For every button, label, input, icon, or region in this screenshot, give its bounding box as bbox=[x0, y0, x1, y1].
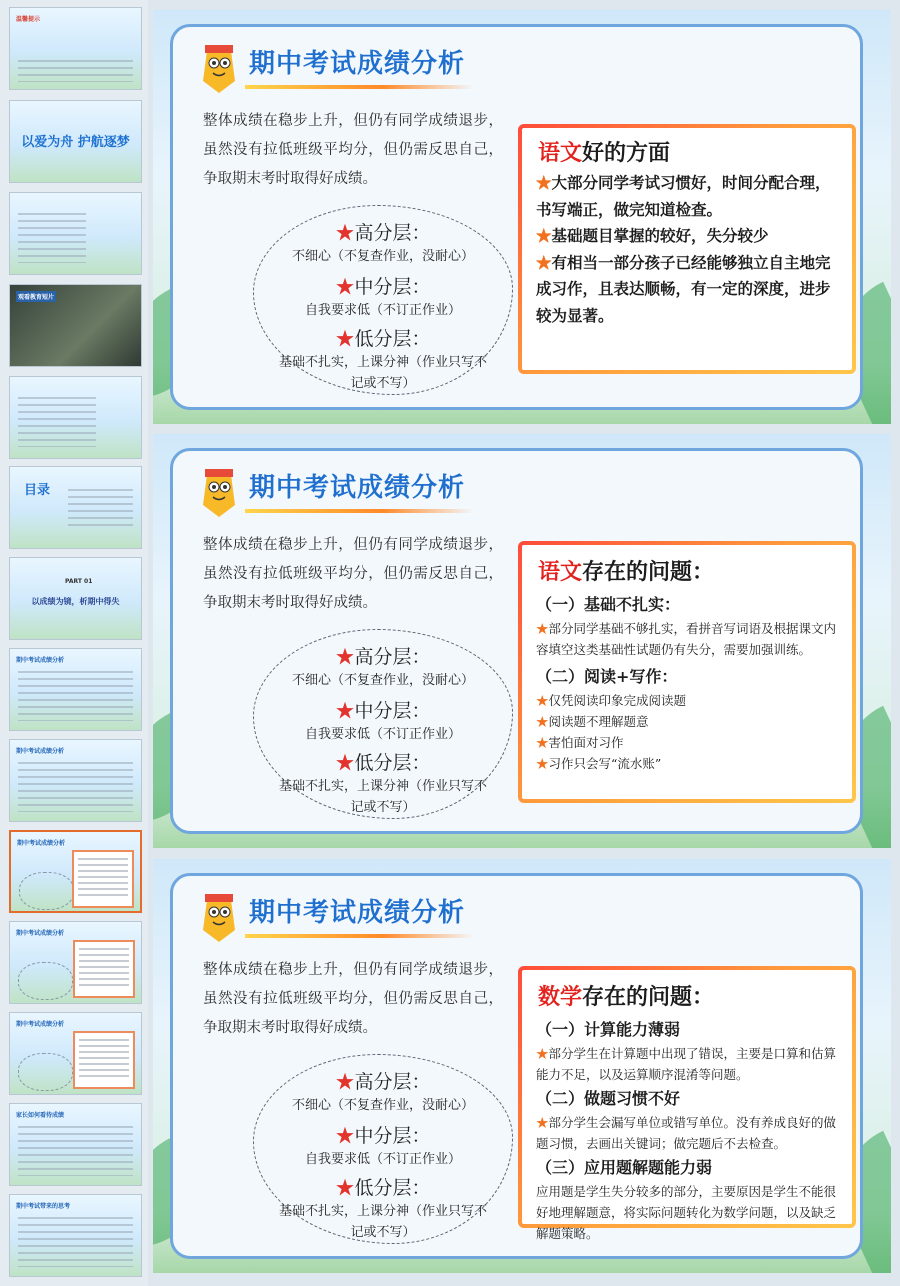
list-item: ★部分同学基础不够扎实，看拼音写词语及根据课文内容填空这类基础性试题仍有失分，需要加强训练。 bbox=[536, 621, 837, 657]
tier-heading: ★中分层： bbox=[335, 700, 431, 722]
slide-thumbnail-13[interactable] bbox=[9, 1103, 142, 1186]
star-icon: ★ bbox=[335, 328, 355, 350]
tier-heading: ★中分层： bbox=[335, 276, 431, 298]
slide-thumbnail-10-selected[interactable] bbox=[9, 830, 142, 913]
section-heading: （一）计算能力薄弱 bbox=[536, 1020, 681, 1039]
tier-description: 基础不扎实，上课分神（作业只写不记或不写） bbox=[278, 355, 487, 391]
summary-text: 整体成绩在稳步上升，但仍有同学成绩退步，虽然没有拉低班级平均分，但仍需反思自己，争取期末考时取得好成绩。 bbox=[203, 113, 503, 187]
tier-heading: ★低分层： bbox=[335, 752, 431, 774]
thumbnail-title: 期中考试带来的思考 bbox=[16, 1203, 71, 1210]
analysis-card bbox=[518, 541, 856, 803]
slide-thumbnail-1[interactable] bbox=[9, 7, 142, 90]
slide-thumbnail-3[interactable] bbox=[9, 192, 142, 275]
list-item: ★大部分同学考试习惯好，时间分配合理，书写端正，做完知道检查。 bbox=[536, 173, 831, 219]
tier-heading: ★高分层： bbox=[335, 1071, 431, 1093]
title-underline bbox=[245, 85, 475, 89]
card-heading: 语文存在的问题： bbox=[538, 560, 715, 585]
pencil-mascot-icon bbox=[199, 890, 239, 942]
card-body bbox=[536, 591, 838, 774]
slide-thumbnail-12[interactable] bbox=[9, 1012, 142, 1095]
slide-2 bbox=[153, 434, 891, 848]
slide-title: 期中考试成绩分析 bbox=[249, 898, 466, 928]
thumbnail-title: 期中考试成绩分析 bbox=[16, 1021, 65, 1028]
score-tier-bubble bbox=[253, 1054, 513, 1244]
tier-description: 不细心（不复查作业，没耐心） bbox=[291, 673, 474, 688]
tier-description: 自我要求低（不订正作业） bbox=[304, 727, 461, 742]
thumbnail-title: 观看教育短片 bbox=[16, 291, 56, 302]
title-underline bbox=[245, 509, 475, 513]
slide-thumbnail-8[interactable] bbox=[9, 648, 142, 731]
list-item: ★习作只会写“流水账” bbox=[536, 756, 662, 771]
star-icon: ★ bbox=[335, 752, 355, 774]
tier-heading: ★低分层： bbox=[335, 1177, 431, 1199]
tier-description: 基础不扎实，上课分神（作业只写不记或不写） bbox=[278, 1204, 487, 1240]
summary-text: 整体成绩在稳步上升，但仍有同学成绩退步，虽然没有拉低班级平均分，但仍需反思自己，争取期末考时取得好成绩。 bbox=[203, 962, 503, 1036]
tier-heading: ★高分层： bbox=[335, 222, 431, 244]
slide-title: 期中考试成绩分析 bbox=[249, 473, 466, 503]
slide-thumbnail-14[interactable] bbox=[9, 1194, 142, 1277]
star-icon: ★ bbox=[536, 173, 552, 192]
list-item: ★有相当一部分孩子已经能够独立自主地完成习作，且表达顺畅，有一定的深度，进步较为显著。 bbox=[536, 252, 831, 325]
tier-description: 不细心（不复查作业，没耐心） bbox=[291, 1098, 474, 1113]
thumbnail-title: 期中考试成绩分析 bbox=[16, 748, 65, 755]
slide-panel bbox=[170, 24, 863, 410]
thumbnail-title: 温馨提示 bbox=[16, 16, 41, 23]
list-item: ★仅凭阅读印象完成阅读题 bbox=[536, 693, 687, 708]
star-icon: ★ bbox=[536, 693, 549, 708]
thumbnail-title: PART 01 bbox=[65, 578, 93, 585]
star-icon: ★ bbox=[335, 1125, 355, 1147]
slide-thumbnail-strip bbox=[0, 0, 148, 1286]
summary-text: 整体成绩在稳步上升，但仍有同学成绩退步，虽然没有拉低班级平均分，但仍需反思自己，争取期末考时取得好成绩。 bbox=[203, 537, 503, 611]
star-icon: ★ bbox=[335, 1177, 355, 1199]
slide-1 bbox=[153, 10, 891, 424]
tier-heading: ★中分层： bbox=[335, 1125, 431, 1147]
tier-description: 基础不扎实，上课分神（作业只写不记或不写） bbox=[278, 779, 487, 815]
section-heading: （一）基础不扎实： bbox=[536, 595, 681, 614]
star-icon: ★ bbox=[335, 276, 355, 298]
thumbnail-title: 期中考试成绩分析 bbox=[16, 930, 65, 937]
slide-panel bbox=[170, 873, 863, 1259]
thumbnail-heading: 以成绩为镜，析期中得失 bbox=[31, 597, 120, 606]
star-icon: ★ bbox=[536, 1046, 549, 1061]
star-icon: ★ bbox=[335, 646, 355, 668]
slide-title: 期中考试成绩分析 bbox=[249, 49, 466, 79]
paragraph: 应用题是学生失分较多的部分，主要原因是学生不能很好地理解题意，将实际问题转化为数学问题，以及缺乏解题策略。 bbox=[536, 1184, 837, 1241]
slide-thumbnail-11[interactable] bbox=[9, 921, 142, 1004]
star-icon: ★ bbox=[335, 1071, 355, 1093]
star-icon: ★ bbox=[536, 226, 552, 245]
star-icon: ★ bbox=[335, 222, 355, 244]
card-heading: 语文好的方面 bbox=[538, 141, 671, 166]
slide-thumbnail-7[interactable] bbox=[9, 557, 142, 640]
title-underline bbox=[245, 934, 475, 938]
slide-thumbnail-9[interactable] bbox=[9, 739, 142, 822]
tier-description: 自我要求低（不订正作业） bbox=[304, 303, 461, 318]
star-icon: ★ bbox=[536, 621, 549, 636]
star-icon: ★ bbox=[536, 252, 552, 272]
section-heading: （三）应用题解题能力弱 bbox=[536, 1158, 713, 1177]
pencil-mascot-icon bbox=[199, 41, 239, 93]
star-icon: ★ bbox=[536, 735, 549, 750]
list-item: ★部分学生在计算题中出现了错误，主要是口算和估算能力不足，以及运算顺序混淆等问题。 bbox=[536, 1046, 837, 1082]
score-tier-bubble bbox=[253, 205, 513, 395]
slide-3 bbox=[153, 859, 891, 1273]
thumbnail-heading: 以爱为舟 护航逐梦 bbox=[21, 135, 130, 150]
tier-description: 自我要求低（不订正作业） bbox=[304, 1152, 461, 1167]
card-body bbox=[536, 170, 838, 329]
section-heading: （二）阅读+写作： bbox=[536, 667, 678, 686]
analysis-card bbox=[518, 124, 856, 374]
list-item: ★部分学生会漏写单位或错写单位。没有养成良好的做题习惯，去画出关键词；做完题后不去检查。 bbox=[536, 1115, 837, 1151]
list-item: ★基础题目掌握的较好，失分较少 bbox=[536, 226, 769, 245]
slide-thumbnail-6[interactable] bbox=[9, 466, 142, 549]
list-item: ★阅读题不理解题意 bbox=[536, 714, 649, 729]
star-icon: ★ bbox=[335, 700, 355, 722]
tier-heading: ★低分层： bbox=[335, 328, 431, 350]
thumbnail-title: 期中考试成绩分析 bbox=[16, 657, 65, 664]
slide-thumbnail-5[interactable] bbox=[9, 376, 142, 459]
thumbnail-title: 家长如何看待成绩 bbox=[16, 1112, 65, 1119]
slide-panel bbox=[170, 448, 863, 834]
card-body bbox=[536, 1016, 838, 1244]
list-item: ★害怕面对习作 bbox=[536, 735, 624, 750]
analysis-card bbox=[518, 966, 856, 1241]
thumbnail-heading: 目录 bbox=[24, 483, 51, 498]
pencil-mascot-icon bbox=[199, 465, 239, 517]
star-icon: ★ bbox=[536, 714, 549, 729]
star-icon: ★ bbox=[536, 756, 549, 771]
score-tier-bubble bbox=[253, 629, 513, 819]
tier-heading: ★高分层： bbox=[335, 646, 431, 668]
tier-description: 不细心（不复查作业，没耐心） bbox=[291, 249, 474, 264]
star-icon: ★ bbox=[536, 1115, 549, 1130]
card-heading: 数学存在的问题： bbox=[538, 985, 715, 1010]
thumbnail-title: 期中考试成绩分析 bbox=[17, 840, 66, 847]
slide-thumbnail-4[interactable] bbox=[9, 284, 142, 367]
section-heading: （二）做题习惯不好 bbox=[536, 1089, 681, 1108]
slide-thumbnail-2[interactable] bbox=[9, 100, 142, 183]
